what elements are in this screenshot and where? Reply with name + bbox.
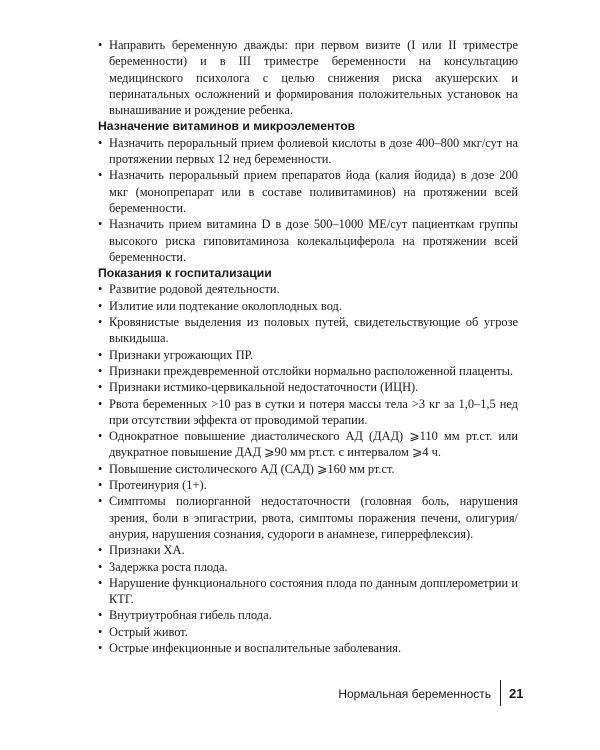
list-item <box>98 493 518 542</box>
list-item <box>98 216 518 265</box>
list-item <box>98 575 518 608</box>
list-item-text: Повышение систолического АД (САД) ⩾160 мм рт.ст. <box>109 461 395 476</box>
list-item <box>98 314 518 347</box>
bullet: • <box>98 461 103 476</box>
list-item <box>98 135 518 168</box>
list-item <box>98 640 518 656</box>
list-item <box>98 477 518 493</box>
bullet: • <box>98 478 103 493</box>
bullet: • <box>98 429 103 444</box>
footer-divider <box>500 680 501 706</box>
list-item <box>98 428 518 461</box>
list-item-text: Острые инфекционные и воспалительные заболевания. <box>109 640 402 655</box>
bullet: • <box>98 494 103 509</box>
bullet: • <box>98 217 103 232</box>
bullet: • <box>98 315 103 330</box>
bullet: • <box>98 396 103 411</box>
page-number: 21 <box>509 686 524 701</box>
list-item <box>98 167 518 216</box>
bullet: • <box>98 298 103 313</box>
bullet: • <box>98 38 103 52</box>
bullet: • <box>98 640 103 655</box>
list-item <box>98 281 518 297</box>
bullet: • <box>98 559 103 574</box>
list-item-text: Рвота беременных >10 раз в сутки и потеря массы тела >3 кг за 1,0–1,5 нед при отсутствии эффекта от проводимой терапии. <box>109 396 518 427</box>
bullet: • <box>98 380 103 395</box>
list-item <box>98 347 518 363</box>
section-heading-hospitalization: Показания к госпитализации <box>98 266 272 281</box>
bullet: • <box>98 168 103 183</box>
list-item-text: Излитие или подтекание околоплодных вод. <box>109 298 342 313</box>
list-item-text: Назначить пероральный прием препаратов йода (калия йодида) в дозе 200 мкг (монопрепарат или в составе поливитаминов) на протяжении всей беременности. <box>109 168 518 215</box>
bullet: • <box>98 347 103 362</box>
bullet: • <box>98 135 103 150</box>
list-item-text: Признаки ХА. <box>109 543 185 558</box>
list-item-text: Острый живот. <box>109 624 188 639</box>
list-item <box>98 379 518 395</box>
list-item-text: Признаки истмико-цервикальной недостаточности (ИЦН). <box>109 380 419 395</box>
list-item-text: Назначить пероральный прием фолиевой кислоты в дозе 400–800 мкг/сут на протяжении первых 12 нед беременности. <box>109 135 518 167</box>
list-item <box>98 461 518 477</box>
list-item-text: Направить беременную дважды: при первом визите (I или II триместре беременности) и в III триместре беременности на консультацию медицинского психолога с целью снижения риска акушерских и перинатальных осложнений и формирования положительных установок на вынашивание и рождение ребенка. <box>109 38 518 118</box>
list-item-text: Задержка роста плода. <box>109 559 228 574</box>
list-item <box>98 559 518 575</box>
bullet: • <box>98 363 103 378</box>
list-item-text: Развитие родовой деятельности. <box>109 282 280 297</box>
list-item <box>98 542 518 558</box>
list-item <box>98 607 518 623</box>
vitamins-list <box>98 135 518 265</box>
hospitalization-list <box>98 281 518 656</box>
list-item-text: Симптомы полиорганной недостаточности (головная боль, нарушения зрения, боли в эпигастрии, рвота, симптомы поражения печени, олигурия/анурия, нарушения сознания, судороги в анамнезе, гиперрефлексия). <box>109 494 518 541</box>
bullet: • <box>98 575 103 590</box>
list-item-text: Нарушение функционального состояния плода по данным допплерометрии и КТГ. <box>109 575 518 607</box>
list-item-text: Назначить прием витамина D в дозе 500–1000 МЕ/сут пациенткам группы высокого риска гиповитаминоза колекальциферола на протяжении всей беременности. <box>109 217 518 264</box>
page-footer <box>0 680 524 706</box>
list-item <box>98 624 518 640</box>
bullet: • <box>98 543 103 558</box>
list-item-text: Признаки преждевременной отслойки нормально расположенной плаценты. <box>109 363 514 378</box>
list-item-text: Однократное повышение диастолического АД (ДАД) ⩾110 мм рт.ст. или двукратное повышение ДАД ⩾90 мм рт.ст. с интервалом ⩾4 ч. <box>109 429 518 460</box>
bullet: • <box>98 624 103 639</box>
running-footer-title: Нормальная беременность <box>338 687 491 701</box>
list-item <box>98 298 518 314</box>
list-item-text: Протеинурия (1+). <box>109 478 207 493</box>
bullet: • <box>98 608 103 623</box>
section-heading-vitamins: Назначение витаминов и микроэлементов <box>98 119 356 134</box>
bullet: • <box>98 282 103 297</box>
list-item <box>98 396 518 429</box>
list-item-psychologist <box>98 37 518 118</box>
list-item-text: Кровянистые выделения из половых путей, свидетельствующие об угрозе выкидыша. <box>109 315 518 346</box>
list-item-text: Внутриутробная гибель плода. <box>109 608 272 623</box>
list-item <box>98 363 518 379</box>
list-item-text: Признаки угрожающих ПР. <box>109 347 254 362</box>
page-content <box>98 37 518 656</box>
